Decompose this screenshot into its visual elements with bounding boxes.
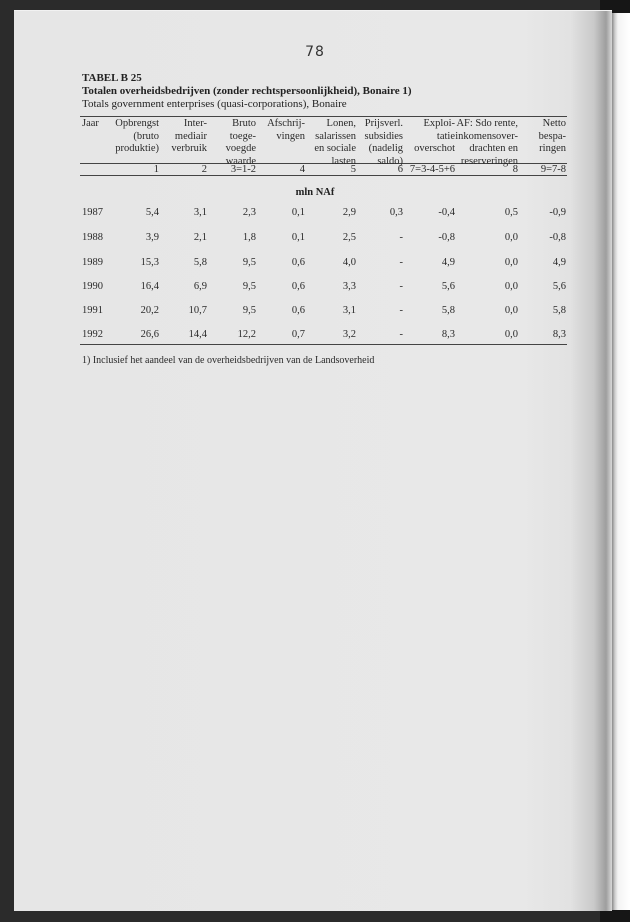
row-year: 1987 (82, 207, 103, 218)
column-header-line: voegde (225, 143, 256, 155)
column-header-line: Exploi- (423, 118, 455, 129)
row-value-col-9: 5,6 (552, 281, 566, 292)
column-number-9: 9=7-8 (540, 164, 566, 175)
column-number-3: 3=1-2 (230, 164, 256, 175)
row-value-col-3: 9,5 (242, 281, 256, 292)
row-value-col-6: - (399, 232, 403, 243)
column-header-line: subsidies (364, 130, 403, 142)
row-year: 1992 (82, 329, 103, 340)
row-year: 1988 (82, 232, 103, 243)
row-value-col-9: -0,8 (549, 232, 566, 243)
document-page (14, 10, 612, 911)
row-value-col-7: 4,9 (441, 257, 455, 268)
row-value-col-7: 5,6 (441, 281, 455, 292)
row-value-col-9: -0,9 (549, 207, 566, 218)
page-edge-shadow (612, 0, 630, 922)
column-header-line: Netto (542, 118, 566, 129)
unit-label: mln NAf (295, 187, 335, 198)
row-value-col-5: 3,2 (342, 329, 356, 340)
column-header-line: en sociale (314, 143, 356, 155)
row-value-col-5: 4,0 (342, 257, 356, 268)
row-value-col-6: 0,3 (389, 207, 403, 218)
column-header-line: toege- (229, 130, 256, 142)
column-header-1 (82, 118, 99, 131)
column-number-4: 4 (299, 164, 305, 175)
row-value-col-7: -0,4 (438, 207, 455, 218)
row-value-col-9: 8,3 (552, 329, 566, 340)
row-value-col-6: - (399, 329, 403, 340)
row-value-col-9: 4,9 (552, 257, 566, 268)
row-value-col-2: 3,1 (193, 207, 207, 218)
table-bottom-rule (80, 344, 567, 345)
row-value-col-3: 2,3 (242, 207, 256, 218)
row-value-col-5: 2,5 (342, 232, 356, 243)
column-header-2 (115, 118, 159, 156)
row-value-col-8: 0,0 (504, 257, 518, 268)
table-title-english: Totals government enterprises (quasi-corporations), Bonaire (82, 98, 347, 110)
row-value-col-8: 0,0 (504, 281, 518, 292)
row-value-col-1: 5,4 (145, 207, 159, 218)
column-header-line: (nadelig (368, 143, 403, 155)
header-number-rule-bottom (80, 175, 567, 176)
row-value-col-6: - (399, 305, 403, 316)
column-header-6 (314, 118, 356, 168)
row-value-col-3: 1,8 (242, 232, 256, 243)
column-header-10 (539, 118, 566, 156)
column-header-line: waarde (225, 155, 256, 167)
table-title-dutch: Totalen overheidsbedrijven (zonder rechtspersoonlijkheid), Bonaire 1) (82, 85, 412, 97)
scan-border-bottom-right (600, 910, 630, 922)
row-value-col-4: 0,6 (291, 281, 305, 292)
column-header-9 (455, 118, 518, 168)
row-value-col-6: - (399, 257, 403, 268)
row-value-col-8: 0,0 (504, 305, 518, 316)
table-row (0, 207, 630, 221)
row-value-col-3: 12,2 (237, 329, 256, 340)
row-value-col-1: 3,9 (145, 232, 159, 243)
column-header-line: Jaar (82, 118, 99, 129)
table-row (0, 232, 630, 246)
column-header-line: verbruik (171, 143, 207, 155)
row-value-col-2: 14,4 (188, 329, 207, 340)
column-header-line: Inter- (183, 118, 207, 129)
row-value-col-1: 20,2 (140, 305, 159, 316)
row-value-col-5: 3,1 (342, 305, 356, 316)
row-value-col-1: 26,6 (140, 329, 159, 340)
row-value-col-6: - (399, 281, 403, 292)
row-value-col-8: 0,5 (504, 207, 518, 218)
column-header-line: Opbrengst (115, 118, 159, 129)
row-value-col-4: 0,1 (291, 207, 305, 218)
row-year: 1989 (82, 257, 103, 268)
row-value-col-3: 9,5 (242, 257, 256, 268)
column-header-line: reserveringen (460, 155, 518, 167)
row-value-col-2: 2,1 (193, 232, 207, 243)
table-row (0, 257, 630, 271)
column-header-line: (bruto (133, 130, 159, 142)
table-row (0, 281, 630, 295)
row-value-col-8: 0,0 (504, 232, 518, 243)
column-header-8 (414, 118, 455, 156)
row-value-col-7: -0,8 (438, 232, 455, 243)
row-value-col-9: 5,8 (552, 305, 566, 316)
column-header-line: Lonen, (326, 118, 356, 129)
column-number-6: 6 (397, 164, 403, 175)
footnote: 1) Inclusief het aandeel van de overheidsbedrijven van de Landsoverheid (82, 355, 375, 366)
row-value-col-1: 15,3 (140, 257, 159, 268)
column-header-line: bespa- (538, 130, 566, 142)
column-header-line: tatie (436, 130, 455, 142)
column-header-7 (364, 118, 403, 168)
row-value-col-3: 9,5 (242, 305, 256, 316)
row-year: 1990 (82, 281, 103, 292)
row-value-col-4: 0,6 (291, 305, 305, 316)
column-header-line: salarissen (315, 130, 356, 142)
column-header-5 (267, 118, 305, 143)
column-number-8: 8 (512, 164, 518, 175)
column-number-1: 1 (153, 164, 159, 175)
column-header-line: produktie) (115, 143, 159, 155)
column-header-4 (226, 118, 256, 168)
row-value-col-4: 0,7 (291, 329, 305, 340)
row-value-col-2: 5,8 (193, 257, 207, 268)
row-value-col-7: 5,8 (441, 305, 455, 316)
column-header-line: inkomensover- (455, 130, 518, 142)
column-header-line: Bruto (232, 118, 256, 129)
column-header-line: Prijsverl. (364, 118, 403, 129)
column-header-line: Afschrij- (267, 118, 305, 129)
column-header-line: AF: Sdo rente, (456, 118, 518, 129)
row-year: 1991 (82, 305, 103, 316)
row-value-col-2: 10,7 (188, 305, 207, 316)
column-header-line: mediair (174, 130, 207, 142)
row-value-col-5: 2,9 (342, 207, 356, 218)
row-value-col-2: 6,9 (193, 281, 207, 292)
row-value-col-7: 8,3 (441, 329, 455, 340)
column-header-line: vingen (276, 130, 305, 142)
page-number: 78 (305, 44, 325, 60)
table-code: TABEL B 25 (82, 72, 142, 84)
table-row (0, 329, 630, 343)
row-value-col-1: 16,4 (140, 281, 159, 292)
column-number-7: 7=3-4-5+6 (409, 164, 455, 175)
column-header-line: saldo) (377, 155, 403, 167)
row-value-col-5: 3,3 (342, 281, 356, 292)
column-header-line: ringen (539, 143, 566, 155)
column-header-line: overschot (414, 143, 455, 155)
table-row (0, 305, 630, 319)
row-value-col-4: 0,1 (291, 232, 305, 243)
column-header-line: lasten (331, 155, 356, 167)
row-value-col-8: 0,0 (504, 329, 518, 340)
row-value-col-4: 0,6 (291, 257, 305, 268)
column-header-line: drachten en (469, 143, 518, 155)
table-titles (82, 72, 412, 111)
column-number-5: 5 (350, 164, 356, 175)
column-number-2: 2 (201, 164, 207, 175)
column-header-3 (171, 118, 207, 156)
